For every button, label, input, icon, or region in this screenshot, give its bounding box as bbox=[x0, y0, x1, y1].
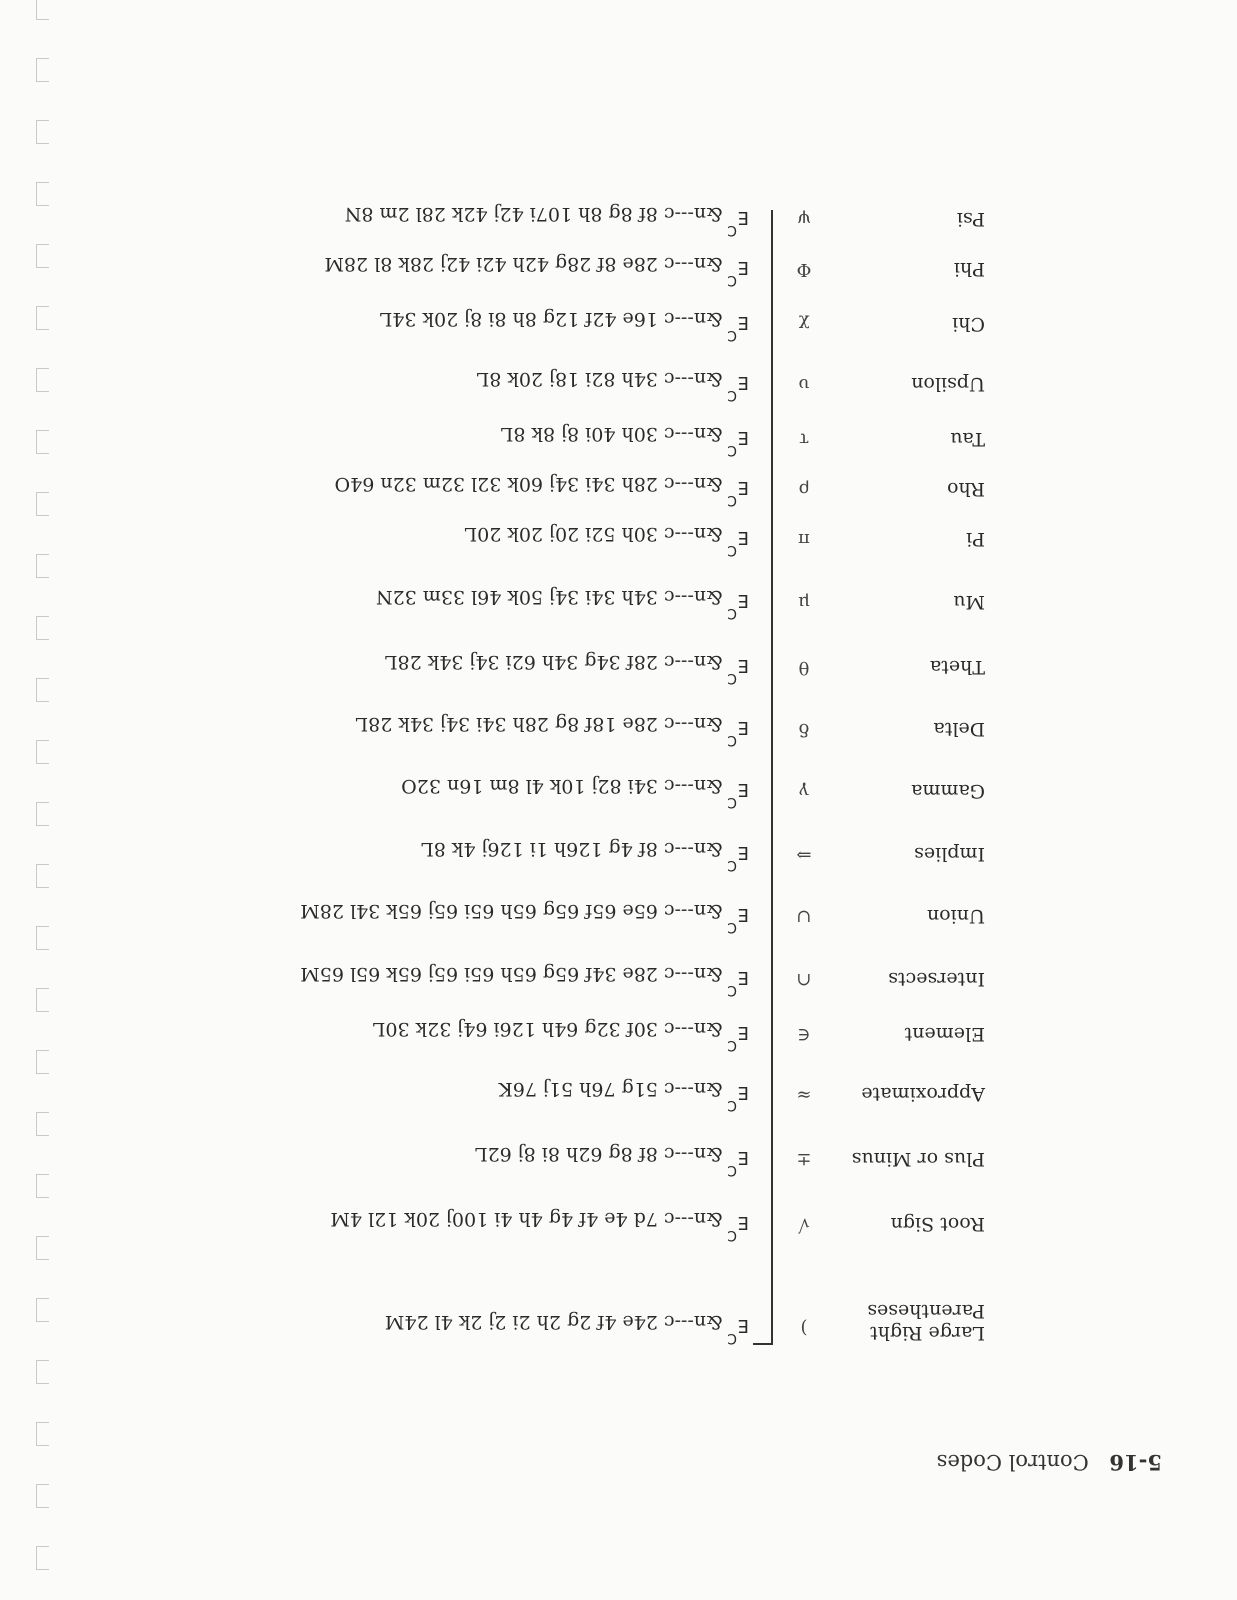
escape-glyph bbox=[723, 1212, 749, 1243]
table-row bbox=[0, 520, 1237, 558]
binder-hole bbox=[36, 1484, 49, 1508]
table-row bbox=[0, 1015, 1237, 1053]
escape-c: C bbox=[727, 794, 737, 810]
escape-glyph bbox=[723, 207, 749, 238]
escape-c: C bbox=[727, 732, 737, 748]
escape-e: E bbox=[737, 1147, 749, 1168]
escape-sequence bbox=[372, 1018, 749, 1053]
character-symbol: υ bbox=[798, 374, 810, 395]
binder-hole bbox=[36, 678, 49, 702]
section-title: Control Codes bbox=[936, 1450, 1089, 1474]
character-symbol: δ bbox=[798, 719, 810, 740]
escape-e: E bbox=[737, 312, 749, 333]
binder-hole bbox=[36, 120, 49, 144]
binder-hole bbox=[36, 616, 49, 640]
escape-c: C bbox=[727, 272, 737, 288]
escape-c: C bbox=[727, 605, 737, 621]
character-name: Delta bbox=[933, 718, 985, 740]
character-symbol: ∪ bbox=[796, 906, 812, 927]
character-symbol: ρ bbox=[798, 479, 810, 500]
table-row bbox=[0, 470, 1237, 508]
character-symbol: ∈ bbox=[797, 1024, 811, 1045]
binder-hole bbox=[36, 1422, 49, 1446]
escape-glyph bbox=[723, 655, 749, 686]
escape-glyph bbox=[723, 257, 749, 288]
escape-sequence bbox=[474, 1143, 749, 1178]
character-symbol: ± bbox=[796, 1149, 812, 1170]
code-text: &n---c 8f 4g 126h 1i 126j 4k 8L bbox=[421, 838, 723, 860]
escape-glyph bbox=[723, 1022, 749, 1053]
escape-e: E bbox=[737, 477, 749, 498]
character-name: Element bbox=[904, 1023, 985, 1045]
table-row bbox=[0, 200, 1237, 238]
binder-hole bbox=[36, 1174, 49, 1198]
character-name: Phi bbox=[953, 258, 985, 280]
escape-e: E bbox=[737, 372, 749, 393]
escape-c: C bbox=[727, 919, 737, 935]
escape-c: C bbox=[727, 670, 737, 686]
escape-c: C bbox=[727, 542, 737, 558]
table-row bbox=[0, 835, 1237, 873]
escape-glyph bbox=[723, 477, 749, 508]
table-row bbox=[0, 583, 1237, 621]
escape-sequence bbox=[384, 651, 749, 686]
escape-sequence bbox=[324, 253, 749, 288]
code-text: &n---c 28h 34i 34j 60k 32l 32m 32n 64O bbox=[334, 473, 723, 495]
character-name: Union bbox=[926, 905, 985, 927]
character-symbol: θ bbox=[798, 657, 810, 678]
escape-c: C bbox=[727, 1037, 737, 1053]
escape-sequence bbox=[300, 963, 749, 998]
binder-hole bbox=[36, 1236, 49, 1260]
character-name: Chi bbox=[952, 313, 985, 335]
code-text: &n---c 8f 8g 8h 107i 42j 42k 28l 2m 8N bbox=[344, 203, 723, 225]
escape-sequence bbox=[498, 1078, 749, 1113]
code-text: &n---c 16e 42f 12g 8h 8i 8j 20k 34L bbox=[379, 308, 723, 330]
code-text: &n---c 34h 82i 18j 20k 8L bbox=[476, 368, 723, 390]
escape-c: C bbox=[727, 1097, 737, 1113]
binder-hole bbox=[36, 802, 49, 826]
character-symbol: ≈ bbox=[796, 1084, 812, 1105]
escape-e: E bbox=[737, 1022, 749, 1043]
escape-sequence bbox=[500, 423, 749, 458]
character-symbol: γ bbox=[798, 781, 810, 802]
character-name: Approximate bbox=[861, 1083, 985, 1105]
code-text: &n---c 8f 8g 62h 8i 8j 62L bbox=[474, 1143, 723, 1165]
escape-glyph bbox=[723, 904, 749, 935]
code-text: &n---c 28e 8f 28g 42h 42i 42j 28k 8l 28M bbox=[324, 253, 723, 275]
character-symbol: ∩ bbox=[796, 969, 812, 990]
escape-e: E bbox=[737, 967, 749, 988]
character-name: Implies bbox=[914, 843, 985, 865]
table-row bbox=[0, 710, 1237, 748]
character-symbol: ⇒ bbox=[796, 844, 812, 865]
escape-sequence bbox=[330, 1208, 749, 1243]
escape-e: E bbox=[737, 655, 749, 676]
escape-sequence bbox=[401, 775, 749, 810]
character-name: Mu bbox=[953, 591, 985, 613]
character-name: Rho bbox=[947, 478, 985, 500]
escape-c: C bbox=[727, 982, 737, 998]
escape-e: E bbox=[737, 717, 749, 738]
escape-c: C bbox=[727, 1227, 737, 1243]
code-text: &n---c 30h 52i 20j 20k 20L bbox=[464, 523, 723, 545]
table-row bbox=[0, 897, 1237, 935]
table-row bbox=[0, 305, 1237, 343]
table-row bbox=[0, 1300, 1237, 1346]
escape-glyph bbox=[723, 1082, 749, 1113]
escape-glyph bbox=[723, 372, 749, 403]
escape-glyph bbox=[723, 590, 749, 621]
table-row bbox=[0, 250, 1237, 288]
code-text: &n---c 34h 34i 34j 50k 46l 33m 32N bbox=[375, 586, 723, 608]
binder-hole bbox=[36, 864, 49, 888]
character-name: Tau bbox=[950, 428, 985, 450]
page-number: 5-16 bbox=[1109, 1450, 1162, 1475]
escape-e: E bbox=[737, 257, 749, 278]
code-text: &n---c 7d 4e 4f 4g 4h 4i 100j 20k 12l 4M bbox=[330, 1208, 723, 1230]
character-symbol: μ bbox=[798, 592, 810, 613]
escape-sequence bbox=[375, 586, 749, 621]
escape-glyph bbox=[723, 527, 749, 558]
binder-hole bbox=[36, 988, 49, 1012]
escape-glyph bbox=[723, 779, 749, 810]
escape-glyph bbox=[723, 1147, 749, 1178]
escape-c: C bbox=[727, 857, 737, 873]
escape-e: E bbox=[737, 527, 749, 548]
escape-e: E bbox=[737, 1082, 749, 1103]
escape-sequence bbox=[421, 838, 749, 873]
character-name: Pi bbox=[966, 528, 985, 550]
escape-e: E bbox=[737, 1315, 749, 1336]
escape-sequence bbox=[300, 900, 749, 935]
escape-e: E bbox=[737, 1212, 749, 1233]
escape-sequence bbox=[334, 473, 749, 508]
code-text: &n---c 24e 4f 2g 2h 2i 2j 2k 4l 24M bbox=[384, 1311, 723, 1333]
table-row bbox=[0, 1075, 1237, 1113]
character-symbol: √ bbox=[798, 1214, 810, 1235]
escape-glyph bbox=[723, 1315, 749, 1346]
character-name: Upsilon bbox=[911, 373, 985, 395]
escape-glyph bbox=[723, 312, 749, 343]
escape-sequence bbox=[464, 523, 749, 558]
escape-c: C bbox=[727, 492, 737, 508]
code-text: &n---c 28e 18f 8g 28h 34i 34j 34k 28L bbox=[355, 713, 723, 735]
binder-hole bbox=[36, 1050, 49, 1074]
table-row bbox=[0, 960, 1237, 998]
binder-hole bbox=[36, 1112, 49, 1136]
character-symbol: χ bbox=[798, 314, 810, 335]
escape-e: E bbox=[737, 842, 749, 863]
character-name: Gamma bbox=[911, 780, 985, 802]
escape-e: E bbox=[737, 904, 749, 925]
character-name: Psi bbox=[956, 208, 985, 230]
character-symbol: τ bbox=[799, 429, 809, 450]
code-text: &n---c 51g 76h 51j 76K bbox=[498, 1078, 723, 1100]
table-row bbox=[0, 1205, 1237, 1243]
binder-hole bbox=[36, 740, 49, 764]
escape-glyph bbox=[723, 717, 749, 748]
escape-sequence bbox=[344, 203, 749, 238]
character-name: Root Sign bbox=[890, 1213, 985, 1235]
character-symbol: ) bbox=[800, 1317, 808, 1338]
binder-hole bbox=[36, 1546, 49, 1570]
character-name: Plus or Minus bbox=[851, 1148, 985, 1170]
table-row bbox=[0, 365, 1237, 403]
binder-hole bbox=[36, 58, 49, 82]
divider-tick bbox=[753, 1343, 773, 1345]
code-text: &n---c 28f 34g 34h 62i 34j 34k 28L bbox=[384, 651, 723, 673]
escape-c: C bbox=[727, 1330, 737, 1346]
code-text: &n---c 28e 34f 65g 65h 65i 65j 65k 65l 65M bbox=[300, 963, 723, 985]
escape-glyph bbox=[723, 967, 749, 998]
code-text: &n---c 30h 40i 8j 8k 8L bbox=[500, 423, 723, 445]
code-text: &n---c 34i 82j 10k 4l 8m 16n 32O bbox=[401, 775, 723, 797]
binder-hole bbox=[36, 0, 49, 20]
page-footer bbox=[937, 1450, 1162, 1475]
escape-c: C bbox=[727, 327, 737, 343]
code-text: &n---c 30f 32g 64h 126i 64j 32k 30L bbox=[372, 1018, 723, 1040]
character-name: Large Right Parentheses bbox=[867, 1300, 985, 1344]
escape-c: C bbox=[727, 1162, 737, 1178]
character-name: Theta bbox=[929, 656, 985, 678]
table-row bbox=[0, 420, 1237, 458]
escape-c: C bbox=[727, 222, 737, 238]
escape-c: C bbox=[727, 442, 737, 458]
table-row bbox=[0, 1140, 1237, 1178]
escape-e: E bbox=[737, 427, 749, 448]
escape-glyph bbox=[723, 842, 749, 873]
binder-hole bbox=[36, 1360, 49, 1384]
escape-c: C bbox=[727, 387, 737, 403]
escape-sequence bbox=[384, 1311, 749, 1346]
code-text: &n---c 65e 65f 65g 65h 65i 65j 65k 34l 28M bbox=[300, 900, 723, 922]
escape-sequence bbox=[379, 308, 749, 343]
character-name: Intersects bbox=[888, 968, 985, 990]
escape-e: E bbox=[737, 590, 749, 611]
table-row bbox=[0, 648, 1237, 686]
escape-e: E bbox=[737, 207, 749, 228]
table-row bbox=[0, 772, 1237, 810]
binder-hole bbox=[36, 926, 49, 950]
character-symbol: π bbox=[798, 529, 810, 550]
character-symbol: ψ bbox=[796, 209, 812, 230]
escape-sequence bbox=[355, 713, 749, 748]
character-symbol: Φ bbox=[796, 259, 812, 280]
escape-e: E bbox=[737, 779, 749, 800]
escape-sequence bbox=[476, 368, 749, 403]
escape-glyph bbox=[723, 427, 749, 458]
binder-hole bbox=[36, 554, 49, 578]
